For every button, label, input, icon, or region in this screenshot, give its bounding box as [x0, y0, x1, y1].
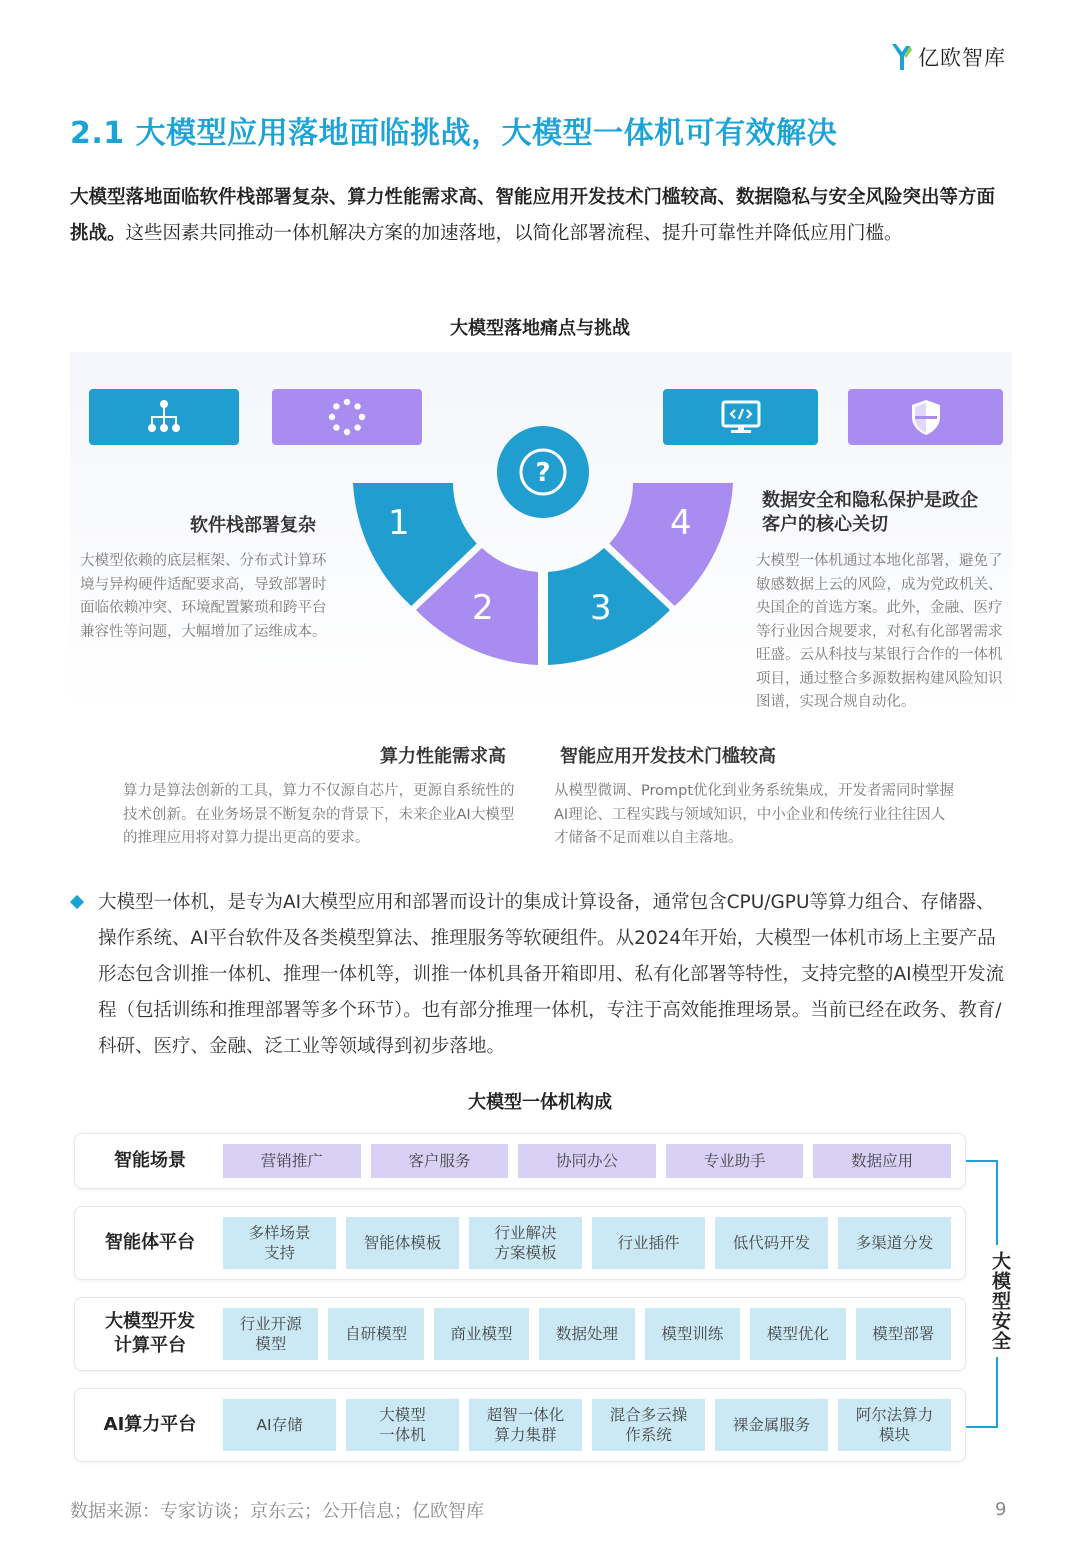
intro-paragraph: [70, 180, 1005, 252]
row-label: 智能体平台: [105, 1232, 195, 1253]
icon-card-4: [848, 389, 1003, 445]
row-label: AI算力平台: [103, 1414, 197, 1435]
layer-row-compute-platform: [74, 1388, 966, 1462]
layer-cell: 商业模型: [434, 1308, 529, 1360]
layer-cell: 多渠道分发: [838, 1217, 951, 1269]
challenge-4-heading-line2: 客户的核心关切: [762, 514, 888, 535]
figure1-title: 大模型落地痛点与挑战: [450, 318, 630, 339]
layer-cell: 模型训练: [645, 1308, 740, 1360]
layer-cell: 多样场景 支持: [223, 1217, 336, 1269]
layer-cell: 模型优化: [750, 1308, 845, 1360]
challenge-ring: [350, 420, 736, 670]
safety-label: 大模型安全: [985, 1245, 1011, 1357]
layer-cell: 混合多云操 作系统: [592, 1399, 705, 1451]
layer-cell: 模型部署: [856, 1308, 951, 1360]
layer-cell: 智能体模板: [346, 1217, 459, 1269]
challenge-3-body: 从模型微调、Prompt优化到业务系统集成，开发者需同时掌握AI理论、工程实践与领域知识，中小企业和传统行业往往因人才储备不足而难以自主落地。: [554, 783, 955, 846]
page-number: 9: [995, 1499, 1007, 1520]
intro-rest: 这些因素共同推动一体机解决方案的加速落地，以简化部署流程、提升可靠性并降低应用门槛。: [125, 223, 903, 244]
layer-cell: 自研模型: [328, 1308, 423, 1360]
challenge-2-body: 算力是算法创新的工具，算力不仅源自芯片，更源自系统性的技术创新。在业务场景不断复杂的背景下，未来企业AI大模型的推理应用将对算力提出更高的要求。: [123, 783, 515, 846]
layer-row-dev-platform: [74, 1297, 966, 1371]
icon-card-1: [89, 389, 239, 445]
layer-cell: 低代码开发: [715, 1217, 828, 1269]
data-source: 数据来源：专家访谈；京东云；公开信息；亿欧智库: [70, 1501, 484, 1522]
layer-cell: 协同办公: [518, 1144, 656, 1178]
layer-cell: 超智一体化 算力集群: [469, 1399, 582, 1451]
figure2-title: 大模型一体机构成: [468, 1092, 612, 1113]
challenge-4-body: 大模型一体机通过本地化部署，避免了敏感数据上云的风险，成为党政机关、央国企的首选方案。此外，金融、医疗等行业因合规要求，对私有化部署需求旺盛。云从科技与某银行合作的一体机项目，通过整合多源数据构建风险知识图谱，实现合规自动化。: [756, 553, 1003, 710]
challenge-3-heading: 智能应用开发技术门槛较高: [560, 746, 776, 767]
challenge-1-body: 大模型依赖的底层框架、分布式计算环境与异构硬件适配要求高，导致部署时面临依赖冲突、环境配置繁琐和跨平台兼容性等问题，大幅增加了运维成本。: [80, 553, 327, 640]
row-label: 大模型开发 计算平台: [105, 1311, 195, 1356]
challenge-2-heading: 算力性能需求高: [380, 746, 506, 767]
logo-mark-icon: [890, 42, 912, 72]
bullet-paragraph: [72, 885, 1007, 1065]
segment-number-4: 4: [670, 503, 692, 543]
intro-bold: 大模型落地面临软件栈部署复杂、算力性能需求高、智能应用开发技术门槛较高、数据隐私与安全风险突出等方面挑战。: [70, 187, 996, 244]
logo-text: 亿欧智库: [918, 46, 1006, 70]
challenge-4-heading-line1: 数据安全和隐私保护是政企: [762, 490, 978, 511]
page-title: 2.1 大模型应用落地面临挑战，大模型一体机可有效解决: [70, 116, 838, 151]
layer-cell: 行业开源 模型: [223, 1308, 318, 1360]
hierarchy-icon: [144, 397, 184, 437]
shield-icon: [908, 397, 944, 437]
layer-cell: 大模型 一体机: [346, 1399, 459, 1451]
layer-row-agent-platform: [74, 1206, 966, 1280]
layer-row-scenarios: [74, 1133, 966, 1189]
layer-cell: 专业助手: [666, 1144, 804, 1178]
layer-cell: 营销推广: [223, 1144, 361, 1178]
layer-cell: 裸金属服务: [715, 1399, 828, 1451]
challenge-4-heading: [762, 489, 978, 537]
ring-graphic: [350, 420, 736, 670]
segment-number-1: 1: [388, 503, 410, 543]
layer-cell: 客户服务: [371, 1144, 509, 1178]
layer-cell: 阿尔法算力 模块: [838, 1399, 951, 1451]
bullet-text: 大模型一体机，是专为AI大模型应用和部署而设计的集成计算设备，通常包含CPU/GPU等算力组合、存储器、操作系统、AI平台软件及各类模型算法、推理服务等软硬组件。从2024年开始，大模型一体机市场上主要产品形态包含训推一体机、推理一体机等，训推一体机具备开箱即用、私有化部署等特性，支持完整的AI模型开发流程（包括训练和推理部署等多个环节）。也有部分推理一体机，专注于高效能推理场景。当前已经在政务、教育/科研、医疗、金融、泛工业等领域得到初步落地。: [98, 892, 1005, 1057]
brand-logo: [890, 40, 1006, 74]
question-icon: ?: [535, 458, 551, 488]
layer-cell: 数据应用: [813, 1144, 951, 1178]
layer-cell: 行业解决 方案模板: [469, 1217, 582, 1269]
segment-number-2: 2: [472, 588, 494, 628]
row-label: 智能场景: [114, 1150, 186, 1171]
layer-cell: 行业插件: [592, 1217, 705, 1269]
segment-number-3: 3: [590, 588, 612, 628]
layer-cell: 数据处理: [539, 1308, 634, 1360]
layer-cell: AI存储: [223, 1399, 336, 1451]
challenge-1-heading: 软件栈部署复杂: [190, 515, 316, 536]
